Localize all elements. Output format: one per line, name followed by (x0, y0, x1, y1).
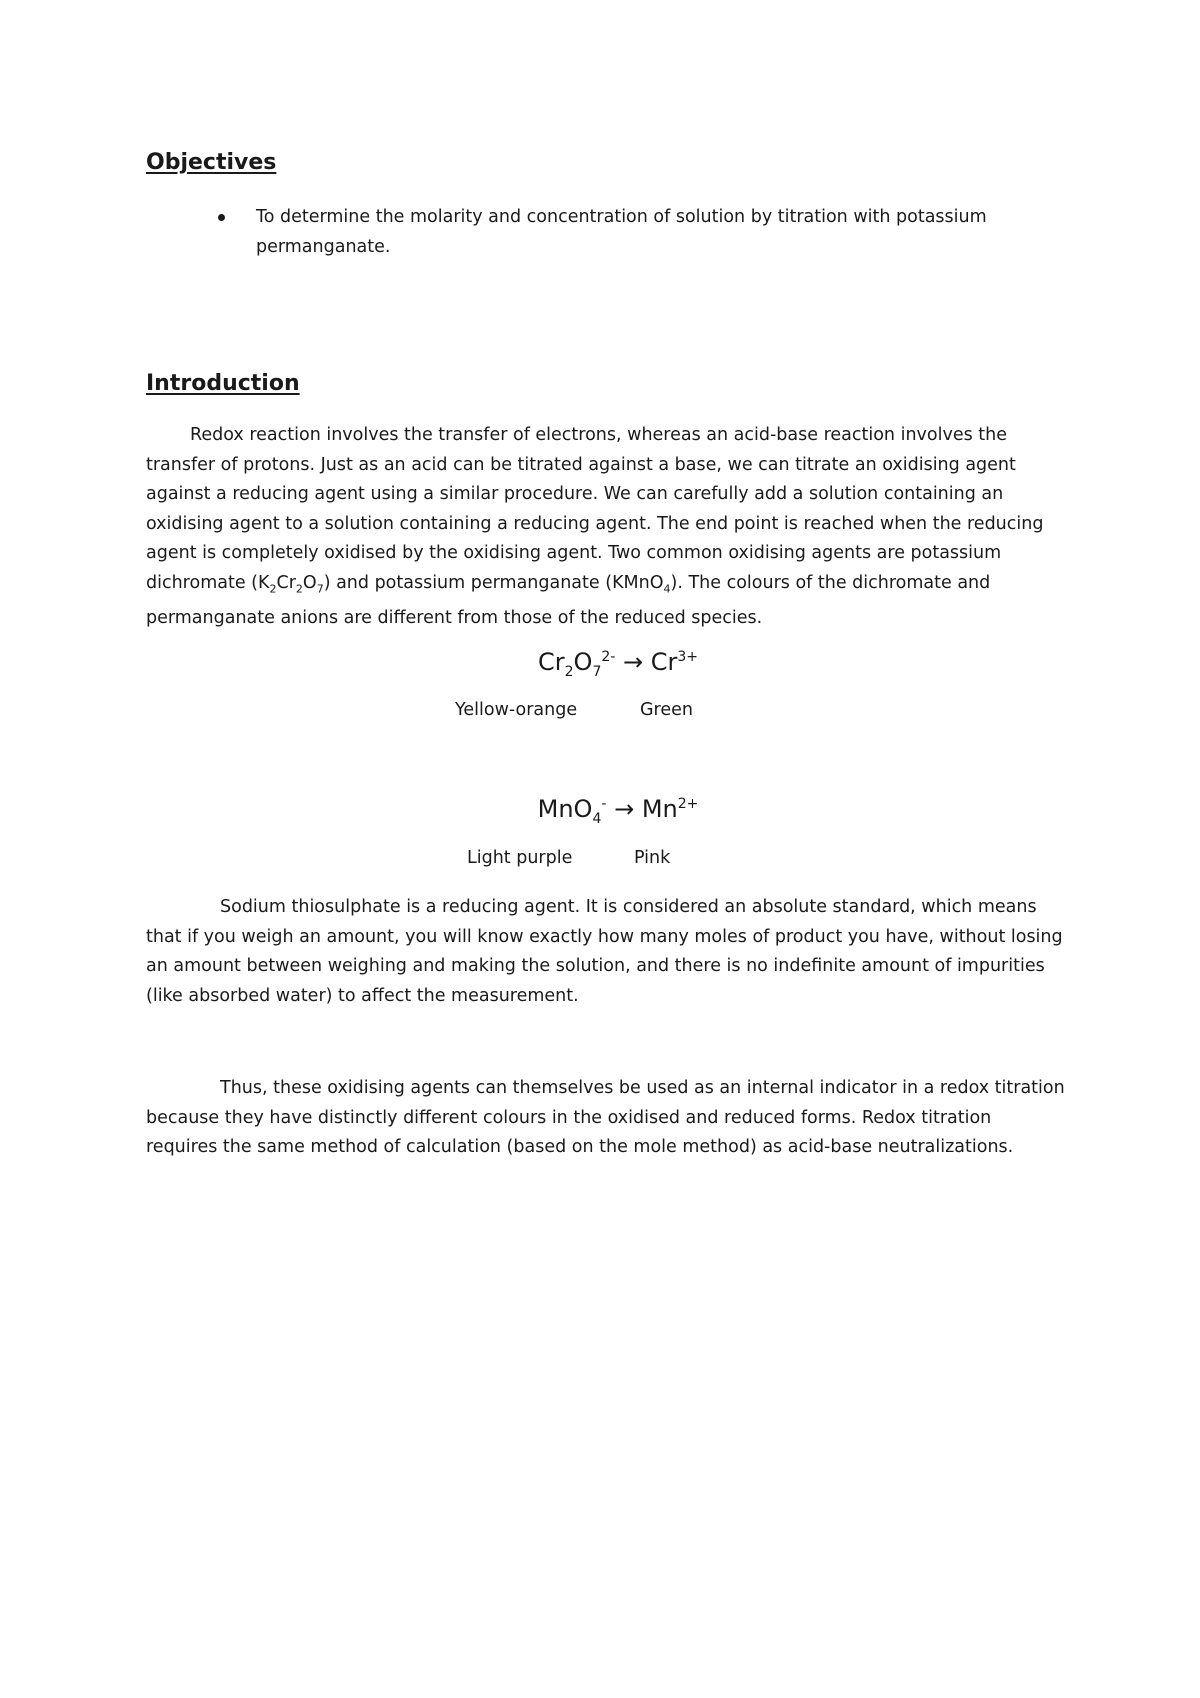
oxidised-color-label: Light purple (467, 848, 573, 868)
equation-subscript: 4 (592, 810, 602, 827)
paragraph-text: ). The colours of the dichromate and permanganate anions are different from those of the reduced species. (146, 572, 991, 628)
dichromate-formula (258, 573, 324, 593)
equation-subscript: 2 (564, 663, 574, 680)
introduction-paragraph-3: Thus, these oxidising agents can themselves be used as an internal indicator in a redox titration because they have distinctly different colours in the oxidised and reduced forms. Redox titration requires the same method of calculation (based on the mole method) as acid-base neutralizations. (146, 1078, 1065, 1157)
reduced-color-label: Green (640, 700, 693, 720)
equation-subscript: 7 (592, 663, 602, 680)
list-item (146, 202, 1046, 262)
dichromate-reduction-equation (18, 648, 1200, 680)
formula-part: K (258, 572, 270, 593)
formula-part: O (302, 572, 317, 593)
equation-product: Mn (641, 795, 678, 823)
introduction-paragraph-2: Sodium thiosulphate is a reducing agent. It is considered an absolute standard, which means that if you weigh an amount, you will know exactly how many moles of product you have, without losing an amount between weighing and making the solution, and there is no indefinite amount of impurities (like absorbed water) to affect the measurement. (146, 897, 1063, 1006)
introduction-heading: Introduction (146, 371, 300, 396)
formula-part: Cr (276, 572, 296, 593)
objectives-list (146, 202, 1046, 262)
introduction-paragraph-1 (146, 421, 1066, 633)
permanganate-reduction-equation (18, 795, 1200, 827)
bullet-icon (218, 214, 225, 221)
reduced-color-label: Pink (634, 848, 671, 868)
equation-reactant: Cr (538, 648, 565, 676)
objective-text: To determine the molarity and concentration of solution by titration with potassium permanganate. (256, 207, 987, 257)
equation-charge: - (601, 796, 607, 812)
formula-subscript: 7 (316, 582, 324, 595)
equation-product: Cr (650, 648, 678, 676)
formula-subscript: 2 (269, 582, 277, 595)
formula-subscript: 2 (295, 582, 303, 595)
equation-reactant: MnO (537, 795, 593, 823)
arrow-icon: → (614, 795, 635, 823)
objectives-heading: Objectives (146, 150, 277, 175)
equation-charge: 2- (601, 649, 616, 665)
formula-part: KMnO (612, 572, 664, 593)
arrow-icon: → (622, 648, 644, 676)
permanganate-formula (612, 573, 670, 593)
equation-reactant: O (573, 648, 593, 676)
paragraph-text: ) and potassium permanganate ( (323, 572, 613, 593)
oxidised-color-label: Yellow-orange (455, 700, 578, 720)
formula-subscript: 4 (663, 582, 671, 595)
equation-charge: 2+ (677, 796, 699, 812)
paragraph-text: Redox reaction involves the transfer of electrons, whereas an acid-base reaction involves the transfer of protons. Just as an acid can be titrated against a base, we can titrate an oxidising agent against a reducing agent using a similar procedure. We can carefully add a solution containing an oxidising agent to a solution containing a reducing agent. The end point is reached when the reducing agent is completely oxidised by the oxidising agent. Two common oxidising agents are potassium dichromate ( (146, 425, 1044, 593)
equation-charge: 3+ (677, 649, 698, 665)
